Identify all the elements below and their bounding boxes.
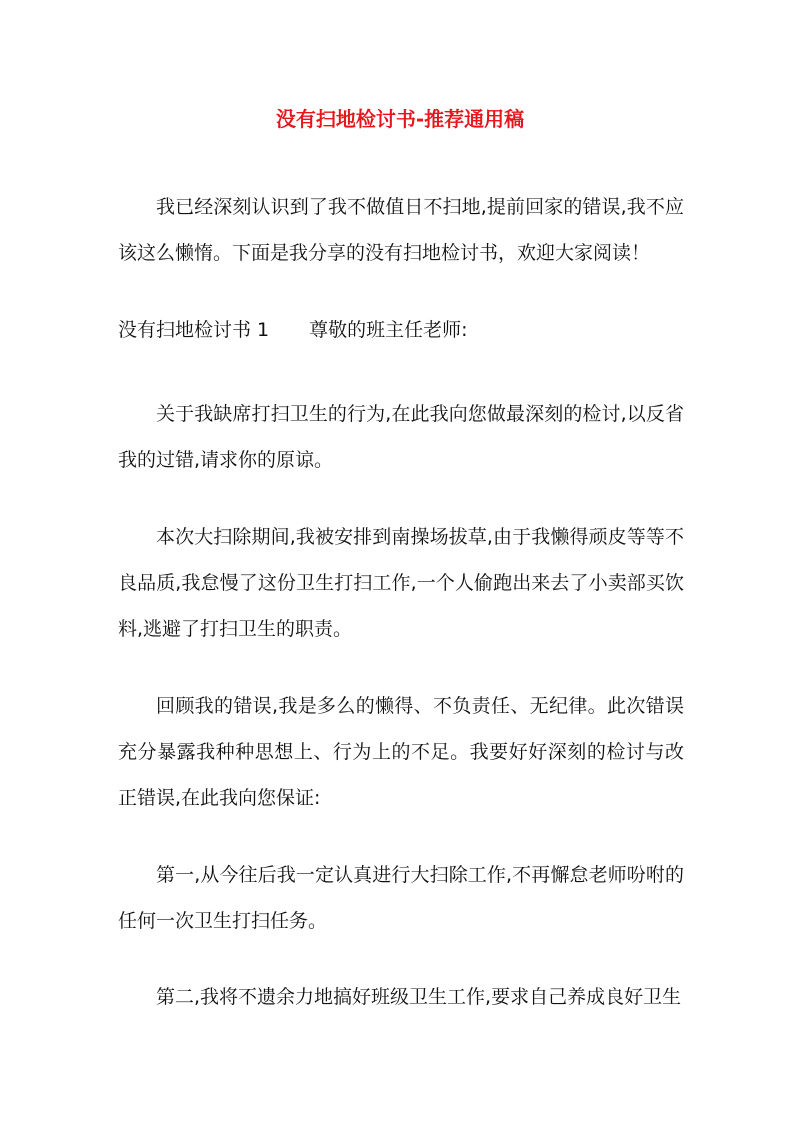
intro-paragraph: 我已经深刻认识到了我不做值日不扫地,提前回家的错误,我不应该这么懒惰。下面是我分享的没有扫地检讨书，欢迎大家阅读！ (118, 196, 684, 264)
section-heading-line (118, 307, 684, 353)
section-heading: 没有扫地检讨书 1 (118, 319, 270, 341)
body-paragraph-4: 第一,从今往后我一定认真进行大扫除工作,不再懈怠老师吩咐的任何一次卫生打扫任务。 (118, 864, 684, 932)
body-paragraph-2: 本次大扫除期间,我被安排到南操场拔草,由于我懒得顽皮等等不良品质,我怠慢了这份卫生打扫工作,一个人偷跑出来去了小卖部买饮料,逃避了打扫卫生的职责。 (118, 526, 684, 640)
document-title: 没有扫地检讨书-推荐通用稿 (275, 107, 525, 131)
salutation: 尊敬的班主任老师: (309, 319, 468, 341)
body-paragraph-3: 回顾我的错误,我是多么的懒得、不负责任、无纪律。此次错误充分暴露我种种思想上、行为上的不足。我要好好深刻的检讨与改正错误,在此我向您保证: (118, 695, 684, 809)
body-paragraph-1: 关于我缺席打扫卫生的行为,在此我向您做最深刻的检讨,以反省我的过错,请求你的原谅。 (118, 403, 684, 471)
body-paragraph-5: 第二,我将不遗余力地搞好班级卫生工作,要求自己养成良好卫生 (156, 986, 682, 1008)
